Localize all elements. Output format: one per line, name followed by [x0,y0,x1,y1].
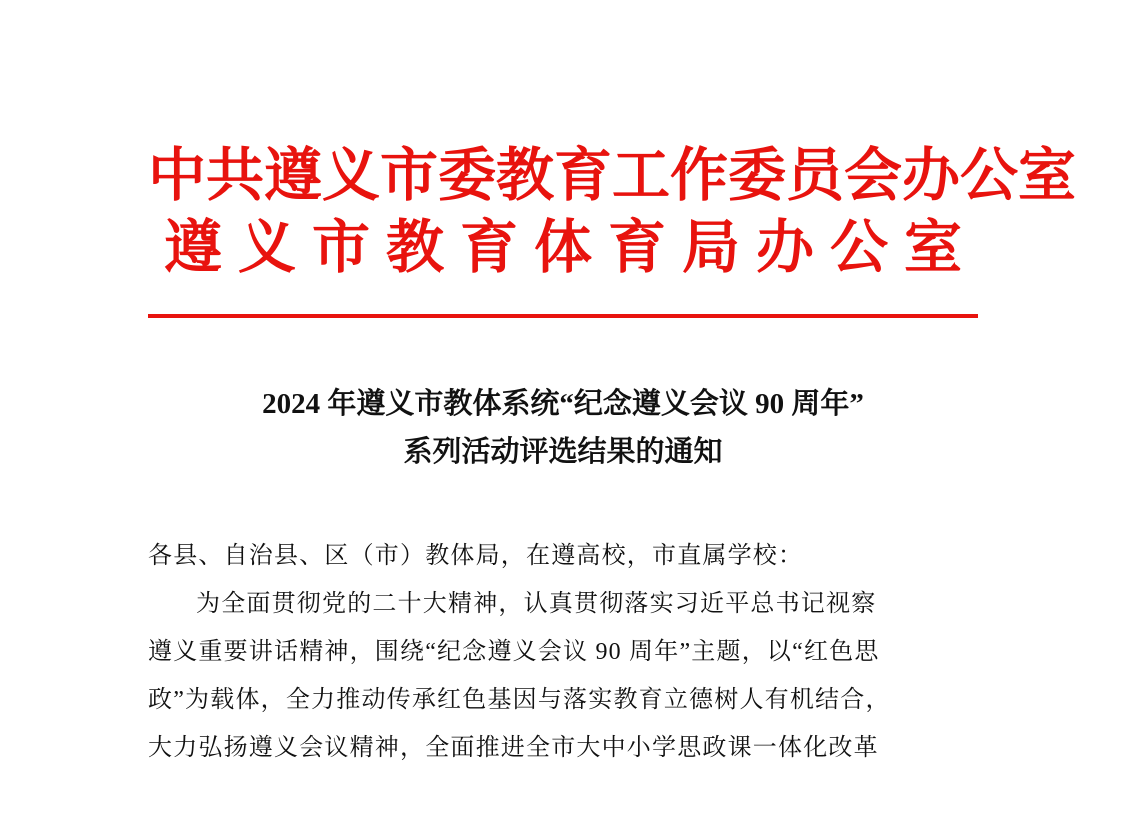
body-paragraph-1-line-1: 为全面贯彻党的二十大精神，认真贯彻落实习近平总书记视察 [196,591,877,617]
body-paragraph-1-line-3: 政”为载体，全力推动传承红色基因与落实教育立德树人有机结合， [148,687,891,713]
body-paragraph-1-line-4: 大力弘扬遵义会议精神，全面推进全市大中小学思政课一体化改革 [148,735,879,761]
masthead-red-rule [148,314,978,318]
masthead-line-1: 中共遵义市委教育工作委员会办公室 [148,143,1077,208]
document-title [148,380,978,476]
document-title-line-2: 系列活动评选结果的通知 [403,436,723,468]
document-content [148,0,1077,772]
masthead [148,0,1077,318]
document-title-line-1: 2024 年遵义市教体系统“纪念遵义会议 90 周年” [262,388,864,420]
body-paragraph-1-line-2: 遵义重要讲话精神，围绕“纪念遵义会议 90 周年”主题，以“红色思 [148,639,880,665]
salutation: 各县、自治县、区（市）教体局，在遵高校，市直属学校： [148,543,804,569]
masthead-line-2: 遵义市教育体育局办公室 [164,215,979,280]
body-paragraph-1 [148,580,978,772]
document-body [148,532,978,772]
